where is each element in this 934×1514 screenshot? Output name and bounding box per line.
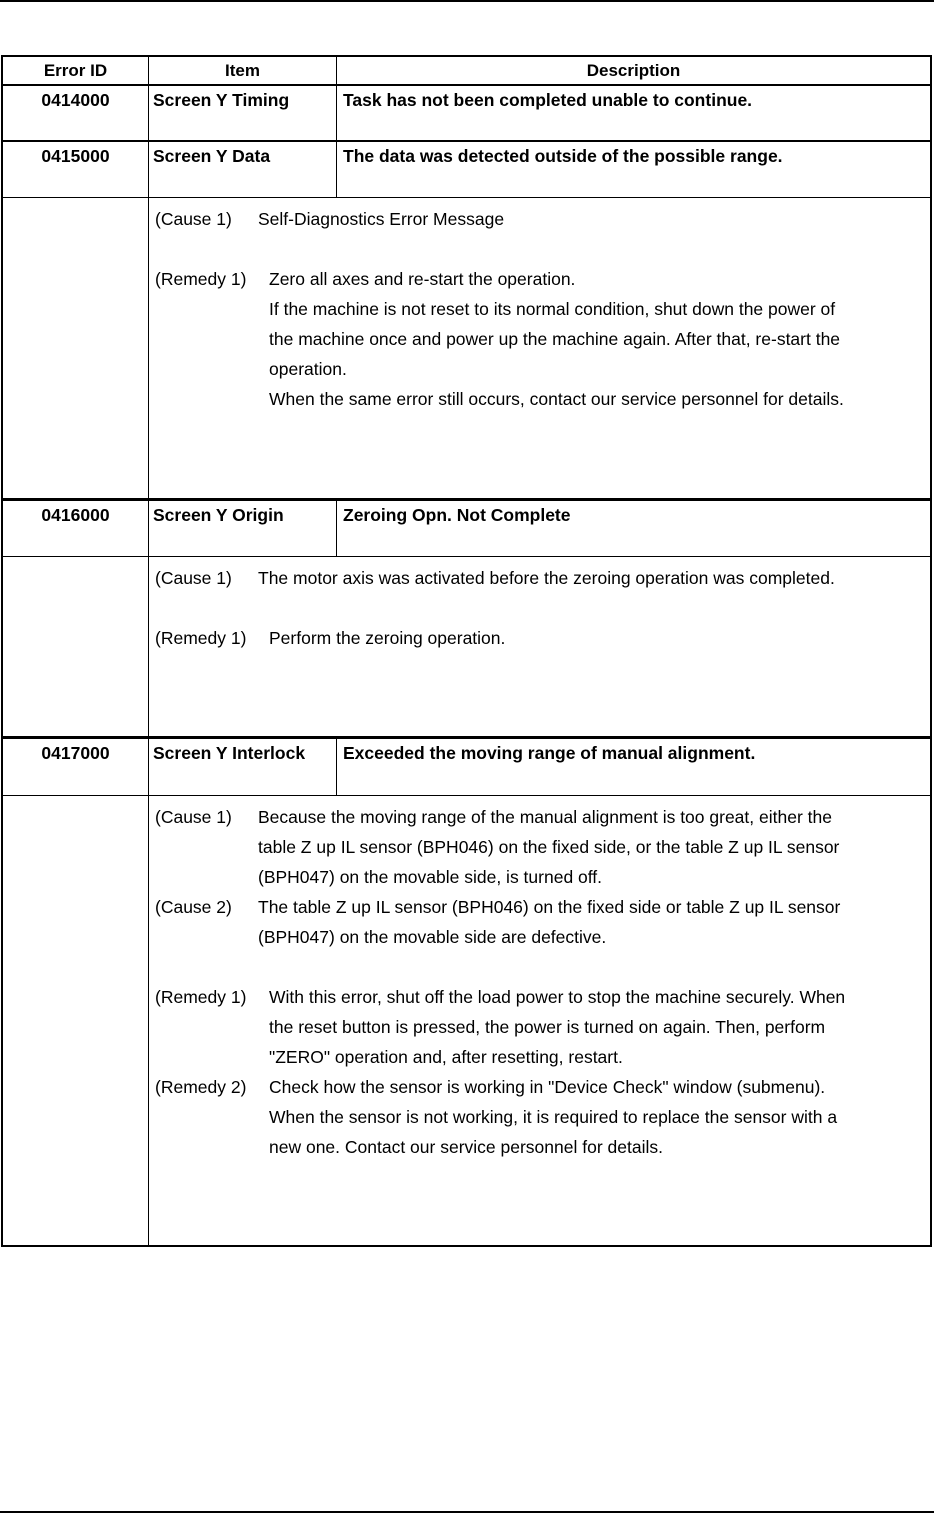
table-row	[3, 86, 930, 142]
table-row	[3, 739, 930, 796]
footer-rule	[0, 1511, 934, 1513]
error-id-cell: 0415000	[3, 142, 149, 197]
remedy-line: the machine once and power up the machine again. After that, re-start the	[269, 329, 841, 349]
cause-line: The table Z up IL sensor (BPH046) on the fixed side or table Z up IL sensor	[258, 897, 841, 917]
cause-label: (Cause 1)	[155, 807, 232, 827]
header-item: Item	[149, 57, 337, 84]
empty-cell	[3, 557, 149, 736]
header-rule	[0, 0, 934, 2]
cause-line: Because the moving range of the manual alignment is too great, either the	[258, 807, 832, 827]
remedy-label: (Remedy 2)	[155, 1077, 247, 1097]
item-cell: Screen Y Data	[149, 142, 337, 197]
header-description: Description	[586, 61, 681, 80]
cause-text: The motor axis was activated before the zeroing operation was completed.	[258, 568, 835, 588]
table-row	[3, 501, 930, 557]
detail-cell	[149, 198, 930, 498]
empty-cell	[3, 198, 149, 498]
cause-entry	[155, 204, 930, 234]
description-cell: Exceeded the moving range of manual alignment.	[343, 743, 756, 763]
remedy-entry	[155, 623, 930, 653]
description-cell: The data was detected outside of the possible range.	[343, 146, 783, 166]
cause-label: (Cause 1)	[155, 568, 232, 588]
remedy-label: (Remedy 1)	[155, 987, 247, 1007]
detail-row	[3, 557, 930, 739]
detail-cell	[149, 796, 930, 1245]
detail-row	[3, 796, 930, 1245]
cause-text: Self-Diagnostics Error Message	[258, 209, 505, 229]
remedy-line: Zero all axes and re-start the operation.	[269, 269, 576, 289]
cause-entry	[155, 802, 930, 892]
remedy-line: Check how the sensor is working in "Device Check" window (submenu).	[269, 1077, 826, 1097]
description-cell: Zeroing Opn. Not Complete	[343, 505, 571, 525]
detail-row	[3, 198, 930, 501]
empty-cell	[3, 796, 149, 1245]
remedy-line: the reset button is pressed, the power is turned on again. Then, perform	[269, 1017, 826, 1037]
remedy-line: operation.	[269, 359, 347, 379]
remedy-label: (Remedy 1)	[155, 269, 247, 289]
description-cell: Task has not been completed unable to continue.	[343, 90, 753, 110]
cause-label: (Cause 2)	[155, 897, 232, 917]
cause-entry	[155, 892, 930, 952]
cause-label: (Cause 1)	[155, 209, 232, 229]
remedy-line: When the same error still occurs, contact our service personnel for details.	[269, 389, 844, 409]
item-cell: Screen Y Timing	[149, 86, 337, 140]
remedy-entry	[155, 264, 930, 414]
header-error-id: Error ID	[3, 57, 149, 84]
remedy-line: With this error, shut off the load power to stop the machine securely. When	[269, 987, 846, 1007]
cause-entry	[155, 563, 930, 593]
remedy-text: Perform the zeroing operation.	[269, 628, 506, 648]
remedy-line: If the machine is not reset to its normal condition, shut down the power of	[269, 299, 836, 319]
cause-line: (BPH047) on the movable side, is turned off.	[258, 867, 603, 887]
cause-line: table Z up IL sensor (BPH046) on the fixed side, or the table Z up IL sensor	[258, 837, 840, 857]
item-cell: Screen Y Origin	[149, 501, 337, 556]
item-cell: Screen Y Interlock	[149, 739, 337, 795]
error-id-cell: 0417000	[3, 739, 149, 795]
detail-cell	[149, 557, 930, 736]
error-table	[1, 55, 932, 1247]
error-id-cell: 0414000	[3, 86, 149, 140]
remedy-entry	[155, 982, 930, 1072]
remedy-entry	[155, 1072, 930, 1162]
table-row	[3, 142, 930, 198]
remedy-line: "ZERO" operation and, after resetting, restart.	[269, 1047, 623, 1067]
remedy-line: When the sensor is not working, it is required to replace the sensor with a	[269, 1107, 838, 1127]
error-id-cell: 0416000	[3, 501, 149, 556]
remedy-label: (Remedy 1)	[155, 628, 247, 648]
remedy-line: new one. Contact our service personnel for details.	[269, 1137, 663, 1157]
table-header-row	[3, 57, 930, 86]
cause-line: (BPH047) on the movable side are defective.	[258, 927, 607, 947]
